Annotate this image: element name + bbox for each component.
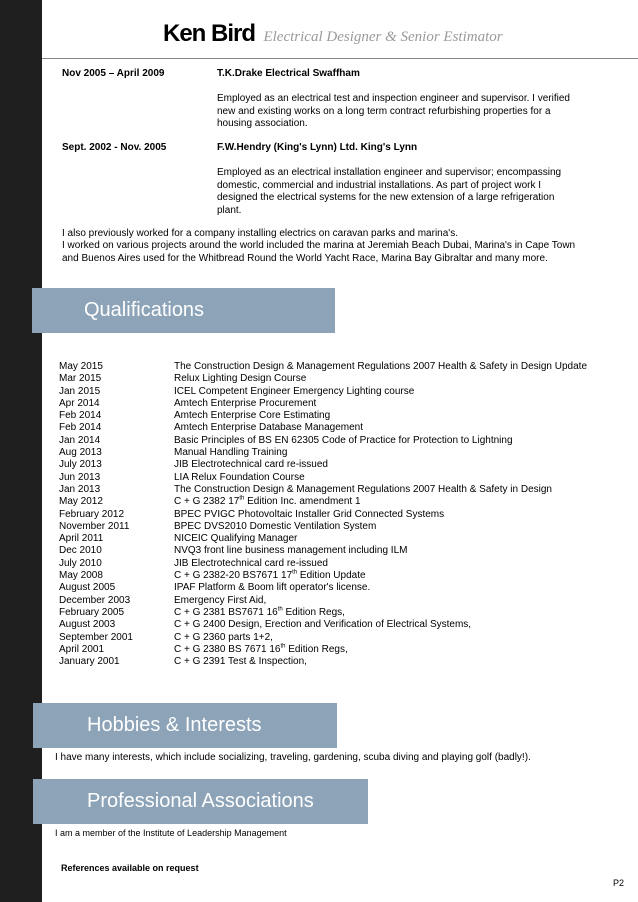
qualification-superscript: th	[277, 606, 283, 613]
qualification-title-part: Edition Inc. amendment 1	[244, 496, 361, 508]
qualification-title-part: C + G 2382-20 BS7671 17	[174, 570, 293, 582]
qualification-title: Emergency First Aid,	[174, 594, 267, 606]
candidate-name: Ken Bird	[163, 20, 256, 47]
qualification-title: C + G 2391 Test & Inspection,	[174, 656, 307, 668]
qualifications-list	[59, 361, 599, 668]
qualification-date: Aug 2013	[59, 447, 102, 459]
qualification-superscript: th	[239, 495, 245, 502]
qualification-row	[59, 398, 599, 410]
page-header	[163, 20, 503, 48]
qualification-title-part: C + G 2382 17	[174, 496, 240, 508]
qualification-title: BPEC DVS2010 Domestic Ventilation System	[174, 520, 377, 532]
qualification-date: July 2010	[59, 557, 102, 569]
qualification-title	[174, 570, 599, 582]
qualification-title: Basic Principles of BS EN 62305 Code of Practice for Protection to Lightning	[174, 434, 513, 446]
qualification-date: May 2008	[59, 570, 103, 582]
qualification-date: May 2015	[59, 361, 103, 372]
job-2-date: Sept. 2002 - Nov. 2005	[62, 142, 167, 153]
qualification-row	[59, 447, 599, 459]
qualification-date: Feb 2014	[59, 410, 102, 422]
qualification-row	[59, 373, 599, 385]
qualifications-title: Qualifications	[84, 299, 205, 321]
job-1-date: Nov 2005 – April 2009	[62, 68, 165, 79]
qualification-date: Jan 2014	[59, 434, 101, 446]
qualification-title: Relux Lighting Design Course	[174, 373, 307, 385]
previous-work-line-1: I also previously worked for a company installing electrics on caravan parks and marina's.	[62, 228, 458, 239]
qualification-title: C + G 2400 Design, Erection and Verification of Electrical Systems,	[174, 619, 472, 631]
qualification-row	[59, 386, 599, 398]
qualification-title	[174, 496, 599, 508]
qualification-title-part: C + G 2380 BS 7671 16	[174, 643, 281, 655]
qualification-title-part: C + G 2381 BS7671 16	[174, 606, 278, 618]
qualification-date: January 2001	[59, 656, 120, 668]
qualification-date: April 2001	[59, 643, 105, 655]
qualification-date: July 2013	[59, 459, 102, 471]
associations-section-header	[33, 779, 368, 824]
qualification-title: JIB Electrotechnical card re-issued	[174, 557, 328, 569]
qualification-title: Manual Handling Training	[174, 447, 288, 459]
qualification-title: ICEL Competent Engineer Emergency Lighting course	[174, 385, 415, 397]
qualification-row	[59, 619, 599, 631]
qualification-date: Apr 2014	[59, 397, 100, 409]
qualification-date: May 2012	[59, 496, 103, 508]
qualification-title	[174, 607, 599, 619]
header-divider	[42, 58, 638, 59]
qualification-row	[59, 533, 599, 545]
job-1-description: Employed as an electrical test and inspection engineer and supervisor. I verified new and existing works on a long term contract refurbishing properties for a housing association.	[217, 93, 570, 129]
qualification-date: November 2011	[59, 520, 130, 532]
qualification-row	[59, 435, 599, 447]
qualification-date: Dec 2010	[59, 545, 102, 557]
qualification-row	[59, 509, 599, 521]
job-1-company: T.K.Drake Electrical Swaffham	[217, 68, 360, 79]
hobbies-title: Hobbies & Interests	[87, 714, 262, 736]
qualification-title-part: Edition Regs,	[285, 643, 348, 655]
qualification-date: Mar 2015	[59, 373, 102, 385]
candidate-role: Electrical Designer & Senior Estimator	[263, 29, 503, 45]
qualification-row	[59, 558, 599, 570]
qualification-title: BPEC PVIGC Photovoltaic Installer Grid Connected Systems	[174, 508, 445, 520]
qualification-row	[59, 410, 599, 422]
qualification-row	[59, 595, 599, 607]
qualification-date: April 2011	[59, 533, 104, 545]
qualification-row	[59, 496, 599, 508]
qualification-title-part: Edition Regs,	[282, 606, 345, 618]
references-note: References available on request	[61, 863, 199, 873]
qualification-date: February 2005	[59, 606, 125, 618]
left-sidebar-bar	[0, 0, 42, 902]
qualification-row	[59, 472, 599, 484]
qualification-title-part: Edition Update	[297, 570, 366, 582]
qualification-superscript: th	[280, 643, 286, 650]
qualification-date: August 2005	[59, 582, 116, 594]
hobbies-text: I have many interests, which include socializing, traveling, gardening, scuba diving and playing golf (badly!).	[55, 752, 531, 763]
qualification-row	[59, 361, 599, 373]
qualification-title: C + G 2360 parts 1+2,	[174, 631, 273, 643]
qualification-row	[59, 607, 599, 619]
qualification-row	[59, 582, 599, 594]
job-2-company: F.W.Hendry (King's Lynn) Ltd. King's Lynn	[217, 142, 418, 153]
qualification-title: Amtech Enterprise Procurement	[174, 397, 317, 409]
qualification-title: The Construction Design & Management Regulations 2007 Health & Safety in Design Update	[174, 361, 588, 372]
qualification-row	[59, 459, 599, 471]
qualification-row	[59, 570, 599, 582]
qualification-row	[59, 644, 599, 656]
qualification-row	[59, 521, 599, 533]
qualifications-section-header	[32, 288, 335, 333]
qualification-title: NICEIC Qualifying Manager	[174, 533, 298, 545]
qualification-row	[59, 632, 599, 644]
qualification-title: Amtech Enterprise Database Management	[174, 422, 363, 434]
qualification-date: February 2012	[59, 508, 125, 520]
qualification-row	[59, 422, 599, 434]
qualification-row	[59, 545, 599, 557]
associations-title: Professional Associations	[87, 790, 314, 812]
job-2-description: Employed as an electrical installation engineer and supervisor; encompassing domestic, commercial and industrial installations. As part of project work I designed the electrical systems for the new extension of a large refrigeration plant.	[217, 167, 562, 216]
qualification-date: Jun 2013	[59, 471, 101, 483]
qualification-title: The Construction Design & Management Regulations 2007 Health & Safety in Design	[174, 483, 552, 495]
qualification-title: NVQ3 front line business management including ILM	[174, 545, 408, 557]
qualification-title: LIA Relux Foundation Course	[174, 471, 305, 483]
qualification-title	[174, 644, 599, 656]
qualification-superscript: th	[292, 569, 298, 576]
hobbies-section-header	[33, 703, 337, 748]
qualification-date: August 2003	[59, 619, 116, 631]
associations-text: I am a member of the Institute of Leadership Management	[55, 828, 287, 838]
qualification-title: Amtech Enterprise Core Estimating	[174, 410, 331, 422]
page-number: P2	[613, 878, 625, 888]
qualification-date: September 2001	[59, 631, 133, 643]
qualification-row	[59, 656, 599, 668]
qualification-date: Jan 2013	[59, 483, 101, 495]
qualification-date: Feb 2014	[59, 422, 102, 434]
previous-work-line-2: I worked on various projects around the world included the marina at Jeremiah Beach Dubai, Marina's in Cape Town and Buenos Aires used for the Whitbread Round the World Yacht Race, Marina Bay Gibraltar and many more.	[62, 240, 576, 264]
qualification-date: Jan 2015	[59, 385, 101, 397]
qualification-row	[59, 484, 599, 496]
qualification-title: JIB Electrotechnical card re-issued	[174, 459, 328, 471]
qualification-title: IPAF Platform & Boom lift operator's license.	[174, 582, 371, 594]
qualification-date: December 2003	[59, 594, 131, 606]
